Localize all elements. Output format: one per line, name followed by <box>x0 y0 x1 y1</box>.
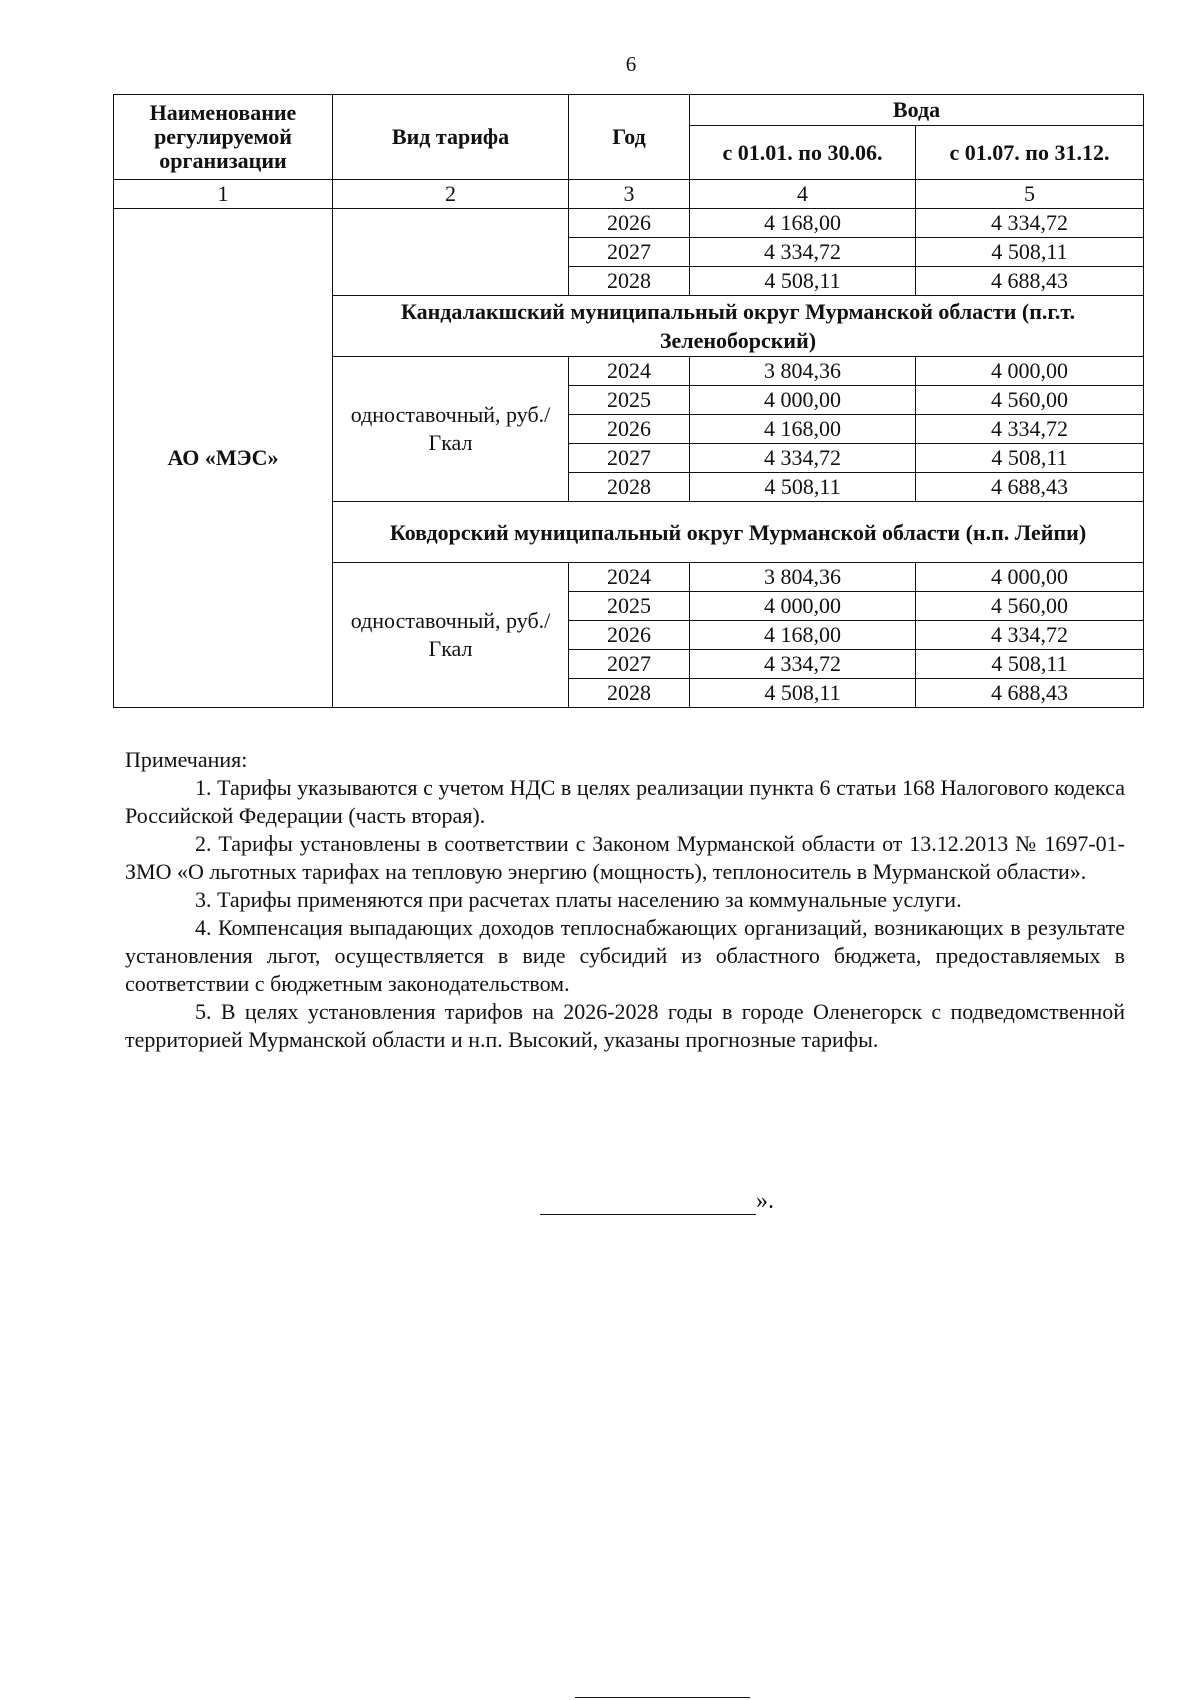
tariff-table <box>113 94 1144 708</box>
tariff-type-empty <box>333 209 569 296</box>
year-cell: 2027 <box>569 238 690 267</box>
year-cell: 2026 <box>569 415 690 444</box>
header-year: Год <box>569 95 690 180</box>
period1-value: 4 334,72 <box>690 444 916 473</box>
year-cell: 2028 <box>569 473 690 502</box>
period2-value: 4 508,11 <box>916 238 1144 267</box>
year-cell: 2028 <box>569 267 690 296</box>
period2-value: 4 688,43 <box>916 267 1144 296</box>
note-item: 3. Тарифы применяются при расчетах платы населению за коммунальные услуги. <box>195 887 962 912</box>
period1-value: 4 508,11 <box>690 679 916 708</box>
note-item: 2. Тарифы установлены в соответствии с Законом Мурманской области от 13.12.2013 № 1697-01-ЗМО «О льготных тарифах на тепловую энергию (мощность), теплоноситель в Мурманской области». <box>125 831 1125 884</box>
column-number: 2 <box>333 180 569 209</box>
tariff-type-cell: одноставочный, руб./Гкал <box>333 357 569 502</box>
period1-value: 4 168,00 <box>690 209 916 238</box>
period1-value: 4 000,00 <box>690 386 916 415</box>
period2-value: 4 508,11 <box>916 650 1144 679</box>
year-cell: 2028 <box>569 679 690 708</box>
period2-value: 4 560,00 <box>916 386 1144 415</box>
column-number: 1 <box>114 180 333 209</box>
notes-title: Примечания: <box>125 747 248 772</box>
year-cell: 2026 <box>569 209 690 238</box>
period2-value: 4 334,72 <box>916 209 1144 238</box>
column-number: 3 <box>569 180 690 209</box>
closing-mark <box>540 1188 774 1215</box>
period2-value: 4 560,00 <box>916 592 1144 621</box>
period1-value: 4 168,00 <box>690 415 916 444</box>
year-cell: 2024 <box>569 357 690 386</box>
year-cell: 2026 <box>569 621 690 650</box>
period1-value: 4 334,72 <box>690 650 916 679</box>
header-water: Вода <box>690 95 1144 126</box>
column-numbers-row <box>114 180 1144 209</box>
period2-value: 4 508,11 <box>916 444 1144 473</box>
district-heading: Кандалакшский муниципальный округ Мурманской области (п.г.т. Зеленоборский) <box>333 296 1144 357</box>
closing-line <box>540 1192 756 1215</box>
period2-value: 4 000,00 <box>916 357 1144 386</box>
year-cell: 2027 <box>569 650 690 679</box>
period1-value: 4 000,00 <box>690 592 916 621</box>
year-cell: 2024 <box>569 563 690 592</box>
header-period-1: с 01.01. по 30.06. <box>690 126 916 180</box>
year-cell: 2027 <box>569 444 690 473</box>
period1-value: 4 334,72 <box>690 238 916 267</box>
period1-value: 4 508,11 <box>690 473 916 502</box>
column-number: 5 <box>916 180 1144 209</box>
period2-value: 4 000,00 <box>916 563 1144 592</box>
period1-value: 3 804,36 <box>690 357 916 386</box>
column-number: 4 <box>690 180 916 209</box>
notes-section <box>125 746 1125 1054</box>
header-period-2: с 01.07. по 31.12. <box>916 126 1144 180</box>
period2-value: 4 688,43 <box>916 679 1144 708</box>
year-cell: 2025 <box>569 386 690 415</box>
page-number: 6 <box>625 52 637 76</box>
period2-value: 4 334,72 <box>916 415 1144 444</box>
tariff-type-cell: одноставочный, руб./Гкал <box>333 563 569 708</box>
period1-value: 4 508,11 <box>690 267 916 296</box>
organization-name: АО «МЭС» <box>114 209 333 708</box>
period1-value: 4 168,00 <box>690 621 916 650</box>
year-cell: 2025 <box>569 592 690 621</box>
closing-quote: ». <box>756 1188 774 1214</box>
period2-value: 4 688,43 <box>916 473 1144 502</box>
district-heading: Ковдорский муниципальный округ Мурманской области (н.п. Лейпи) <box>333 502 1144 563</box>
period2-value: 4 334,72 <box>916 621 1144 650</box>
period1-value: 3 804,36 <box>690 563 916 592</box>
note-item: 1. Тарифы указываются с учетом НДС в целях реализации пункта 6 статьи 168 Налогового кодекса Российской Федерации (часть вторая). <box>125 775 1125 828</box>
header-tariff-type: Вид тарифа <box>333 95 569 180</box>
note-item: 5. В целях установления тарифов на 2026-2028 годы в городе Оленегорск с подведомственной территорией Мурманской области и н.п. Высокий, указаны прогнозные тарифы. <box>125 999 1125 1052</box>
header-org: Наименование регулируемой организации <box>114 95 333 180</box>
bottom-rule <box>575 1697 750 1698</box>
note-item: 4. Компенсация выпадающих доходов теплоснабжающих организаций, возникающих в результате установления льгот, осуществляется в виде субсидий из областного бюджета, предоставляемых в соответствии с бюджетным законодательством. <box>125 915 1125 996</box>
table-row <box>114 209 1144 238</box>
